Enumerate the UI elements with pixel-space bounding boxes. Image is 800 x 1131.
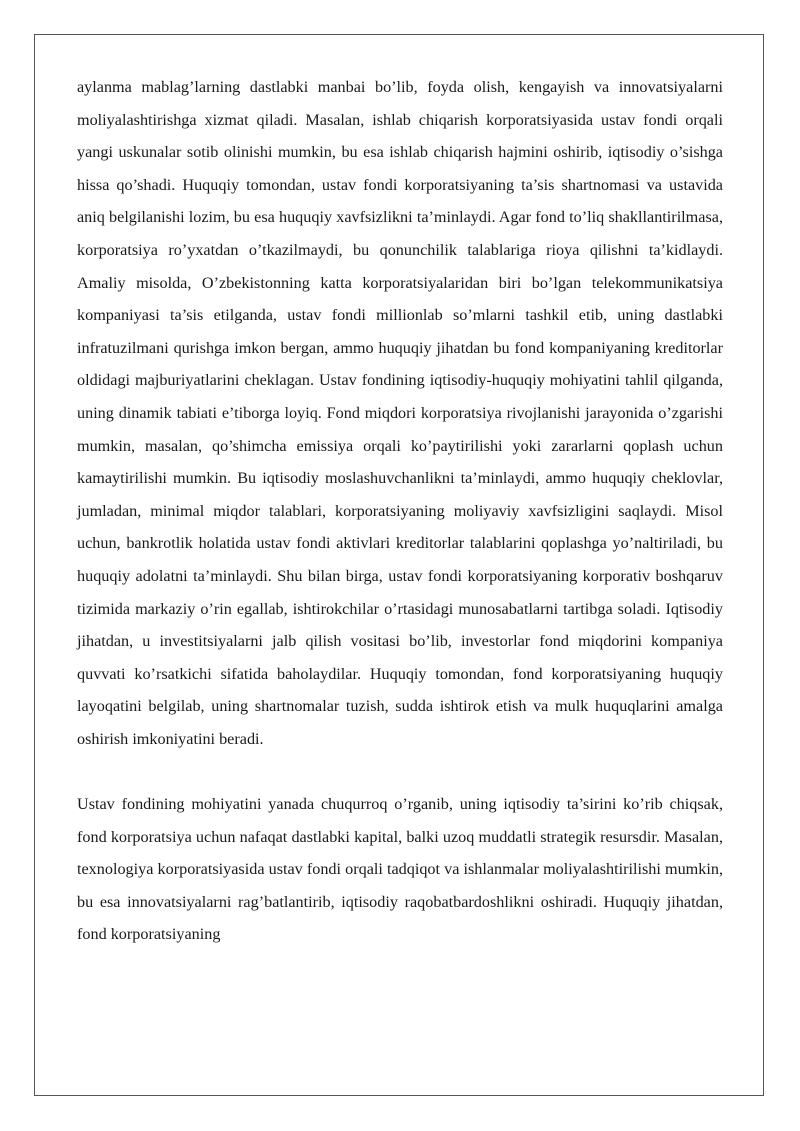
paragraph-1: aylanma mablag’larning dastlabki manbai bo’lib, foyda olish, kengayish va innovatsiyalarni moliyalashtirishga xizmat qiladi. Masalan, ishlab chiqarish korporatsiyasida ustav fondi orqali yangi uskunalar sotib olinishi mumkin, bu esa ishlab chiqarish hajmini oshirib, iqtisodiy o’sishga hissa qo’shadi. Huquqiy tomondan, ustav fondi korporatsiyaning ta’sis shartnomasi va ustavida aniq belgilanishi lozim, bu esa huquqiy xavfsizlikni ta’minlaydi. Agar fond to’liq shakllantirilmasa, korporatsiya ro’yxatdan o’tkazilmaydi, bu qonunchilik talablariga rioya qilishni ta’kidlaydi. Amaliy misolda, O’zbekistonning katta korporatsiyalaridan biri bo’lgan telekommunikatsiya kompaniyasi ta’sis etilganda, ustav fondi millionlab so’mlarni tashkil etib, uning dastlabki infratuzilmani qurishga imkon bergan, ammo huquqiy jihatdan bu fond kompaniyaning kreditorlar oldidagi majburiyatlarini cheklagan. Ustav fondining iqtisodiy-huquqiy mohiyatini tahlil qilganda, uning dinamik tabiati e’tiborga loyiq. Fond miqdori korporatsiya rivojlanishi jarayonida o’zgarishi mumkin, masalan, qo’shimcha emissiya orqali ko’paytirilishi yoki zararlarni qoplash uchun kamaytirilishi mumkin. Bu iqtisodiy moslashuvchanlikni ta’minlaydi, ammo huquqiy cheklovlar, jumladan, minimal miqdor talablari, korporatsiyaning moliyaviy xavfsizligini saqlaydi. Misol uchun, bankrotlik holatida ustav fondi aktivlari kreditorlar talablarini qoplashga yo’naltiriladi, bu huquqiy adolatni ta’minlaydi. Shu bilan birga, ustav fondi korporatsiyaning korporativ boshqaruv tizimida markaziy o’rin egallab, ishtirokchilar o’rtasidagi munosabatlarni tartibga soladi. Iqtisodiy jihatdan, u investitsiyalarni jalb qilish vositasi bo’lib, investorlar fond miqdorini kompaniya quvvati ko’rsatkichi sifatida baholaydilar. Huquqiy tomondan, fond korporatsiyaning huquqiy layoqatini belgilab, uning shartnomalar tuzish, sudda ishtirok etish va mulk huquqlarini amalga oshirish imkoniyatini beradi. <box>77 78 723 748</box>
page-content <box>77 71 723 951</box>
paragraph-2: Ustav fondining mohiyatini yanada chuqurroq o’rganib, uning iqtisodiy ta’sirini ko’rib chiqsak, fond korporatsiya uchun nafaqat dastlabki kapital, balki uzoq muddatli strategik resursdir. Masalan, texnologiya korporatsiyasida ustav fondi orqali tadqiqot va ishlanmalar moliyalashtirilishi mumkin, bu esa innovatsiyalarni rag’batlantirib, iqtisodiy raqobatbardoshlikni oshiradi. Huquqiy jihatdan, fond korporatsiyaning <box>77 795 723 944</box>
